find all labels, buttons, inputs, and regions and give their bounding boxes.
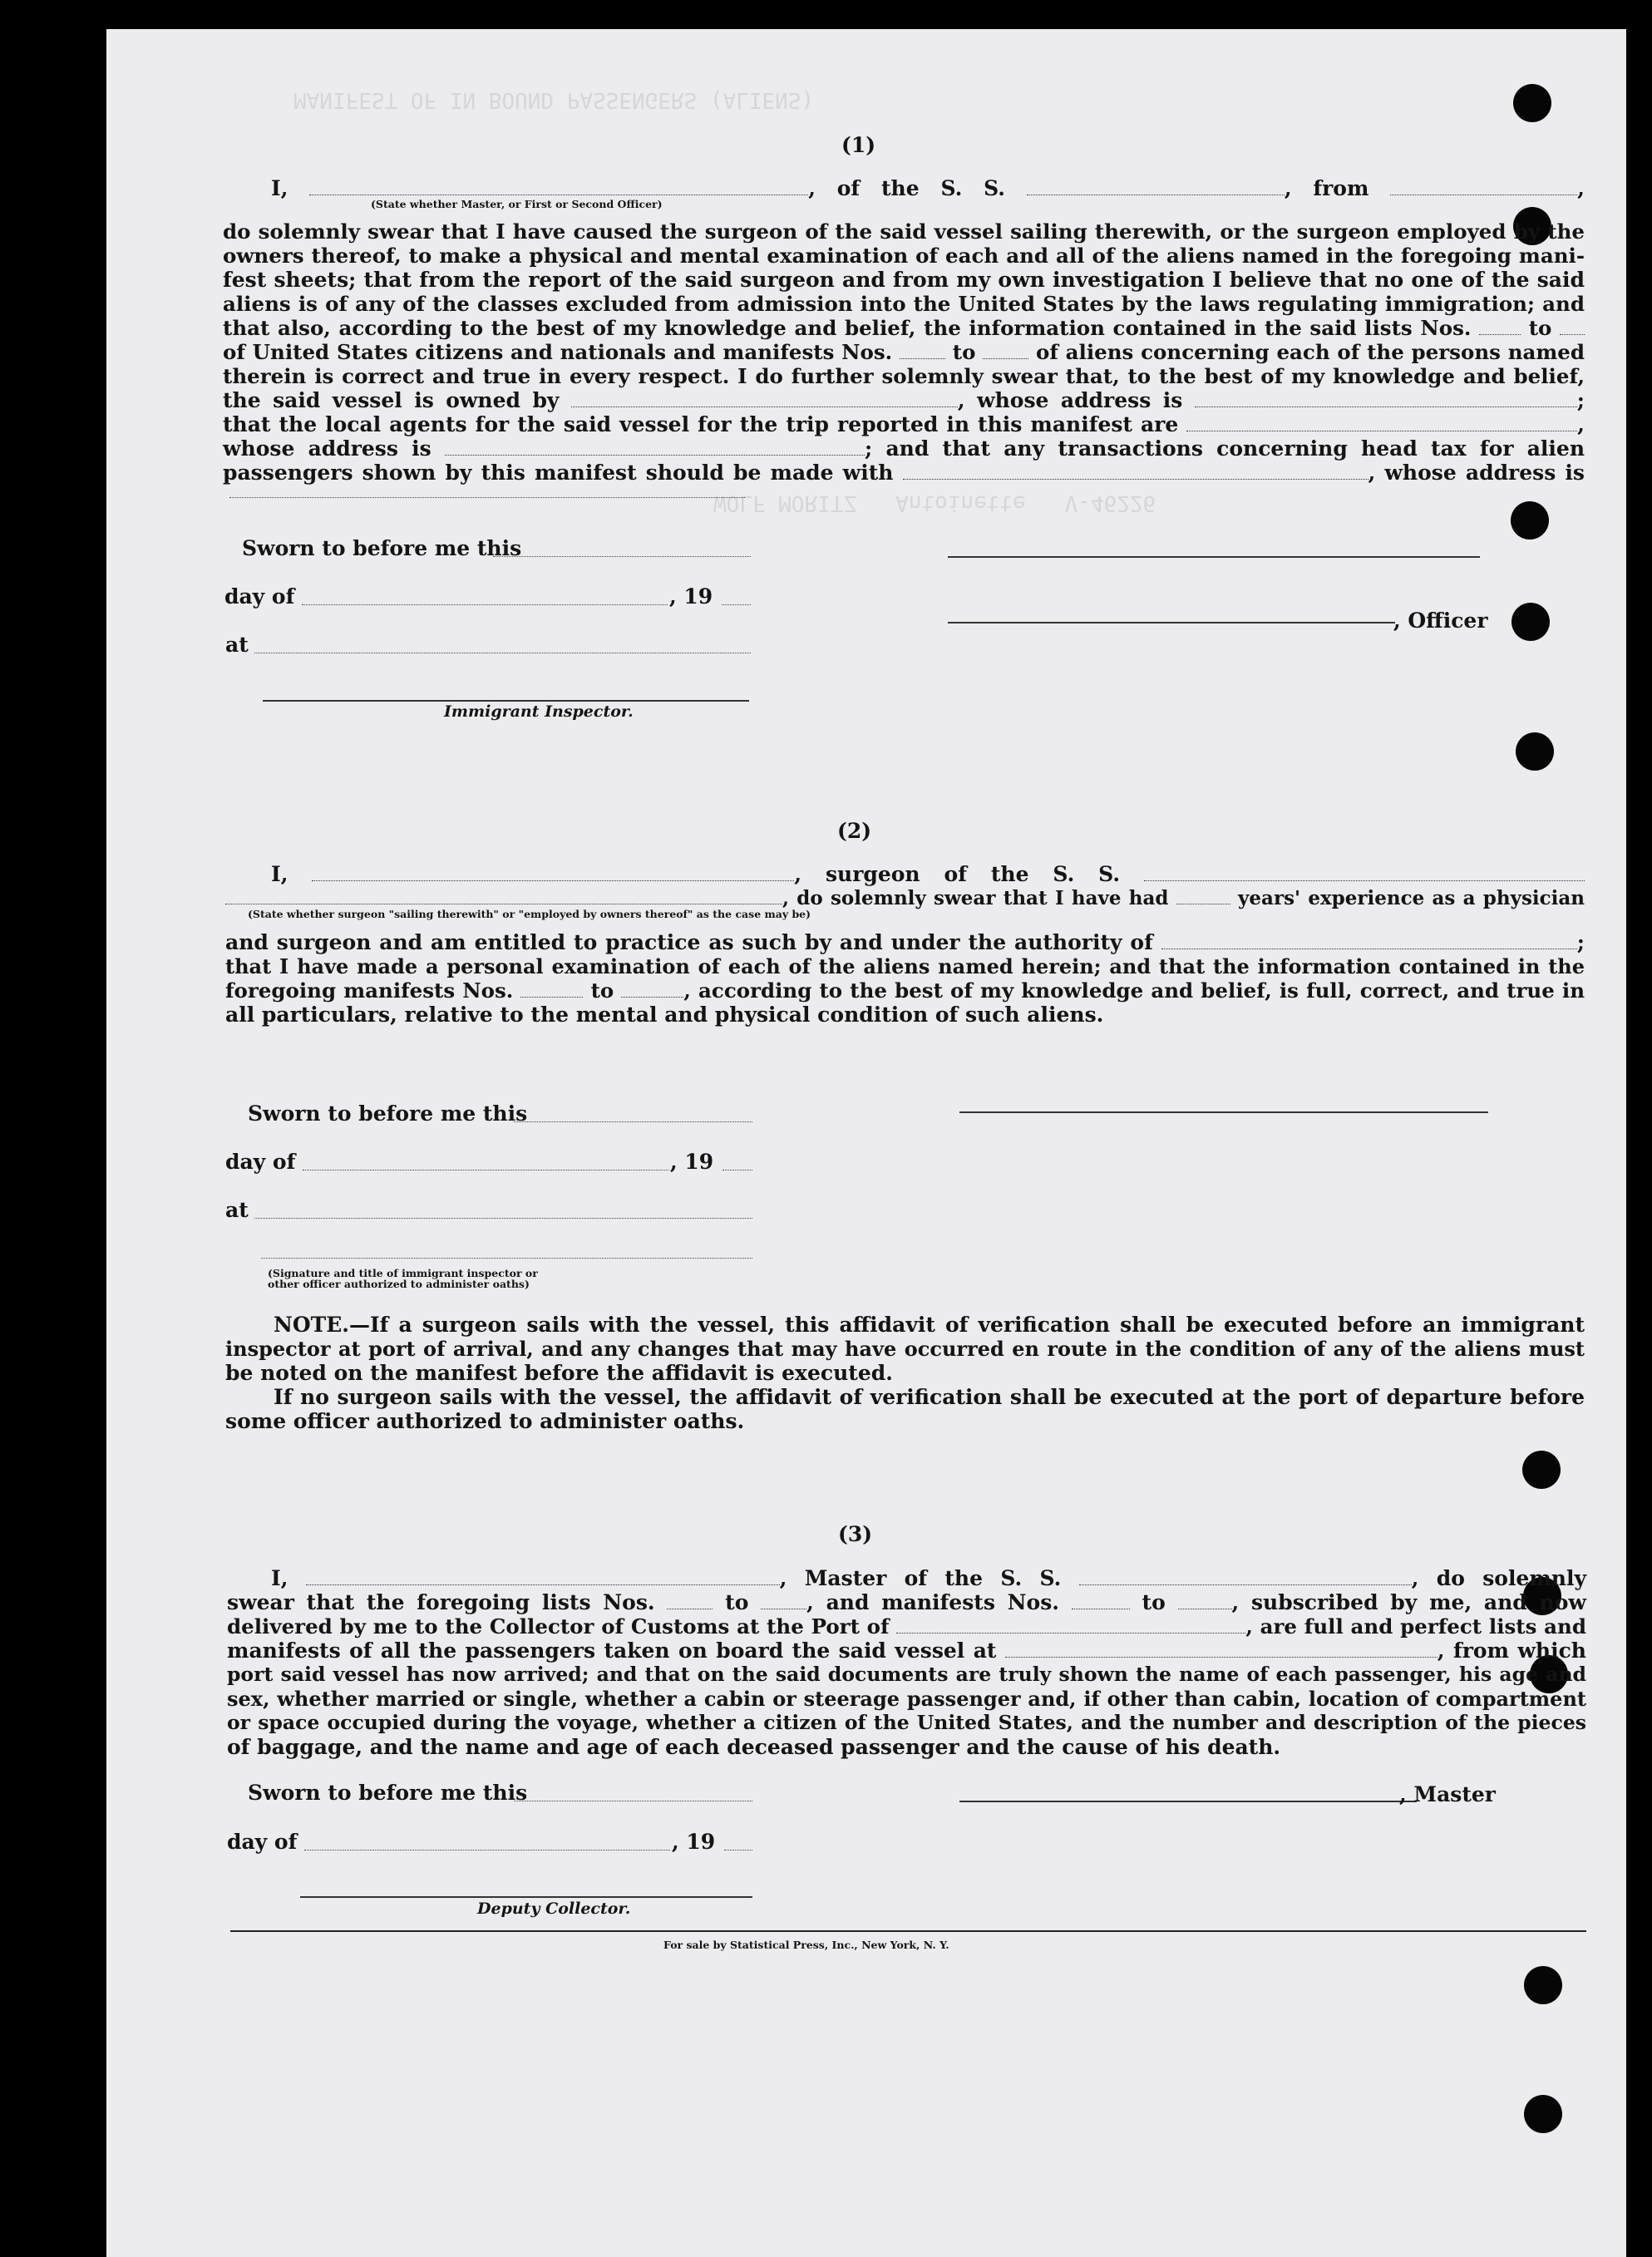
master-manifests-from-field[interactable] bbox=[1072, 1608, 1130, 1609]
binder-hole bbox=[1516, 732, 1554, 771]
sworn-label: Sworn to before me this bbox=[248, 1101, 528, 1126]
officer-title-line[interactable] bbox=[948, 622, 1395, 623]
section-3-number: (3) bbox=[838, 1522, 873, 1546]
section-3-line: manifests of all the passengers taken on board the said vessel at , from which bbox=[227, 1639, 1586, 1663]
section-2-line: , do solemnly swear that I have had years' experience as a physician bbox=[225, 886, 1585, 910]
year-field[interactable] bbox=[722, 604, 751, 605]
master-lists-to-field[interactable] bbox=[761, 1608, 806, 1609]
section-3-line: of baggage, and the name and age of each deceased passenger and the cause of his death. bbox=[227, 1735, 1281, 1759]
year-label: , 19 bbox=[670, 1150, 714, 1174]
section-2-line: I, , surgeon of the S. S. bbox=[271, 862, 1585, 886]
section-3-line: port said vessel has now arrived; and that on the said documents are truly shown the name of each passenger, his age and bbox=[227, 1663, 1586, 1686]
surgeon-note: If no surgeon sails with the vessel, the affidavit of verification shall be executed at the port of departure before bbox=[274, 1385, 1585, 1409]
year-label: , 19 bbox=[669, 584, 713, 609]
master-signature-line[interactable] bbox=[959, 1801, 1417, 1802]
port-of-arrival-field[interactable] bbox=[896, 1632, 1245, 1634]
surgeon-note: inspector at port of arrival, and any changes that may have occurred en route in the condition of any of the aliens must bbox=[225, 1337, 1585, 1361]
section-3-line: delivered by me to the Collector of Customs at the Port of , are full and perfect lists and bbox=[227, 1614, 1586, 1639]
deputy-collector-caption: Deputy Collector. bbox=[477, 1900, 631, 1918]
manifests-no-to-field[interactable] bbox=[983, 357, 1028, 359]
port-of-departure-field[interactable] bbox=[1390, 194, 1577, 195]
binder-hole bbox=[1524, 2095, 1562, 2133]
officer-name-field[interactable] bbox=[309, 194, 808, 195]
section-2-number: (2) bbox=[837, 819, 872, 843]
day-of-label: day of bbox=[225, 1150, 296, 1174]
lists-no-to-field[interactable] bbox=[1560, 333, 1585, 335]
day-of-month-field[interactable] bbox=[302, 604, 668, 605]
manifests-no-from-field[interactable] bbox=[900, 357, 945, 359]
surgeon-note: NOTE.—If a surgeon sails with the vessel, this affidavit of verification shall be executed before an immigrant bbox=[274, 1313, 1585, 1337]
section-1-line: whose address is ; and that any transactions concerning head tax for alien bbox=[223, 436, 1585, 461]
section-3-line: or space occupied during the voyage, whether a citizen of the United States, and the number and description of the pieces bbox=[227, 1711, 1586, 1734]
section-2-line: and surgeon and am entitled to practice as such by and under the authority of ; bbox=[225, 930, 1585, 954]
port-of-embarkation-field[interactable] bbox=[1005, 1656, 1437, 1658]
master-name-field[interactable] bbox=[306, 1584, 780, 1585]
master-label: , Master bbox=[1399, 1782, 1496, 1806]
licensing-authority-field[interactable] bbox=[1161, 948, 1577, 949]
vessel-name-field[interactable] bbox=[1027, 194, 1285, 195]
manifest-back-page bbox=[106, 29, 1626, 2257]
local-agents-field[interactable] bbox=[1186, 430, 1577, 431]
surgeon-manifests-from-field[interactable] bbox=[520, 996, 583, 998]
binder-hole bbox=[1522, 1451, 1561, 1489]
officer-label: , Officer bbox=[1393, 609, 1488, 633]
section-2-line: all particulars, relative to the mental and physical condition of such aliens. bbox=[225, 1003, 1104, 1027]
officer-rank-note: (State whether Master, or First or Second Officer) bbox=[371, 198, 663, 210]
agents-address-field[interactable] bbox=[445, 454, 865, 456]
section-1-line: fest sheets; that from the report of the said surgeon and from my own investigation I believe that no one of the said bbox=[223, 268, 1585, 292]
section-1-line: I, , of the S. S. , from , bbox=[271, 176, 1585, 200]
section-3-line: I, , Master of the S. S. , do solemnly bbox=[271, 1566, 1586, 1590]
section-1-line: passengers shown by this manifest should be made with , whose address is bbox=[223, 461, 1585, 485]
surgeon-manifests-to-field[interactable] bbox=[621, 996, 683, 998]
bleed-through-text: WOLF MORITZ Antoinette V-46226 bbox=[713, 490, 1156, 515]
place-field[interactable] bbox=[254, 1218, 752, 1219]
day-of-label: day of bbox=[224, 584, 295, 609]
sworn-label: Sworn to before me this bbox=[248, 1781, 528, 1805]
section-1-line: owners thereof, to make a physical and mental examination of each and all of the aliens named in the foregoing mani- bbox=[223, 244, 1585, 268]
vessel-owner-field[interactable] bbox=[571, 406, 958, 407]
footer-rule bbox=[230, 1930, 1586, 1932]
collector-signature-line[interactable] bbox=[300, 1896, 752, 1898]
surgeon-vessel-field[interactable] bbox=[1144, 880, 1585, 881]
owner-address-field[interactable] bbox=[1195, 406, 1577, 407]
immigrant-inspector-caption: Immigrant Inspector. bbox=[444, 702, 634, 721]
surgeon-status-note: (State whether surgeon "sailing therewith" or "employed by owners thereof" as the case may be) bbox=[248, 908, 811, 920]
master-manifests-to-field[interactable] bbox=[1178, 1608, 1232, 1609]
section-1-line: therein is correct and true in every respect. I do further solemnly swear that, to the best of my knowledge and belief, bbox=[223, 364, 1585, 388]
master-vessel-field[interactable] bbox=[1079, 1584, 1412, 1585]
binder-hole bbox=[1524, 1966, 1562, 2004]
section-1-number: (1) bbox=[841, 133, 876, 157]
master-lists-from-field[interactable] bbox=[667, 1608, 713, 1609]
surgeon-status-field[interactable] bbox=[225, 903, 782, 904]
sworn-label: Sworn to before me this bbox=[242, 536, 522, 560]
officer-signature-line[interactable] bbox=[948, 556, 1480, 558]
signature-note: (Signature and title of immigrant inspector or bbox=[268, 1267, 538, 1279]
section-1-line: that the local agents for the said vessel for the trip reported in this manifest are , bbox=[223, 412, 1585, 436]
section-3-line: swear that the foregoing lists Nos. to , and manifests Nos. to , subscribed by me, and now bbox=[227, 1590, 1586, 1614]
inspector-signature-line[interactable] bbox=[263, 700, 749, 702]
surgeon-name-field[interactable] bbox=[312, 880, 794, 881]
at-label: at bbox=[225, 1198, 249, 1222]
section-2-line: foregoing manifests Nos. to , according to the best of my knowledge and belief, is full, correct, and true in bbox=[225, 978, 1585, 1003]
section-3-line: sex, whether married or single, whether a cabin or steerage passenger and, if other than cabin, location of compartment bbox=[227, 1687, 1586, 1711]
bleed-through-text: MANIFEST OF IN BOUND PASSENGERS (ALIENS) bbox=[293, 87, 815, 112]
head-tax-contact-field[interactable] bbox=[903, 478, 1368, 480]
lists-no-from-field[interactable] bbox=[1479, 333, 1521, 335]
section-1-line: that also, according to the best of my knowledge and belief, the information contained in the said lists Nos. to bbox=[223, 316, 1585, 340]
binder-hole bbox=[1511, 501, 1549, 540]
signature-note: other officer authorized to administer oaths) bbox=[268, 1278, 530, 1290]
section-1-line: do solemnly swear that I have caused the surgeon of the said vessel sailing therewith, or the surgeon employed by the bbox=[223, 219, 1585, 244]
sworn-date-field[interactable] bbox=[514, 1121, 752, 1122]
years-experience-field[interactable] bbox=[1176, 903, 1230, 904]
year-label: , 19 bbox=[672, 1830, 716, 1854]
section-2-line: that I have made a personal examination of each of the aliens named herein; and that the information contained in the bbox=[225, 954, 1585, 978]
inspector-signature-line[interactable] bbox=[261, 1258, 752, 1259]
sworn-date-field[interactable] bbox=[493, 556, 751, 557]
surgeon-note: some officer authorized to administer oaths. bbox=[225, 1409, 745, 1433]
surgeon-signature-line[interactable] bbox=[959, 1111, 1488, 1113]
section-1-line: aliens is of any of the classes excluded from admission into the United States by the laws regulating immigration; and bbox=[223, 292, 1585, 316]
surgeon-note: be noted on the manifest before the affidavit is executed. bbox=[225, 1361, 893, 1385]
printer-imprint: For sale by Statistical Press, Inc., New York, N. Y. bbox=[663, 1939, 949, 1951]
section-1-line: the said vessel is owned by , whose address is ; bbox=[223, 388, 1585, 412]
address-continuation-field[interactable] bbox=[229, 497, 745, 498]
at-label: at bbox=[225, 633, 249, 657]
binder-hole bbox=[1511, 603, 1550, 641]
day-of-label: day of bbox=[227, 1830, 298, 1854]
binder-hole bbox=[1513, 84, 1551, 122]
section-1-line: of United States citizens and nationals and manifests Nos. to of aliens concerning each of the persons named bbox=[223, 340, 1585, 364]
